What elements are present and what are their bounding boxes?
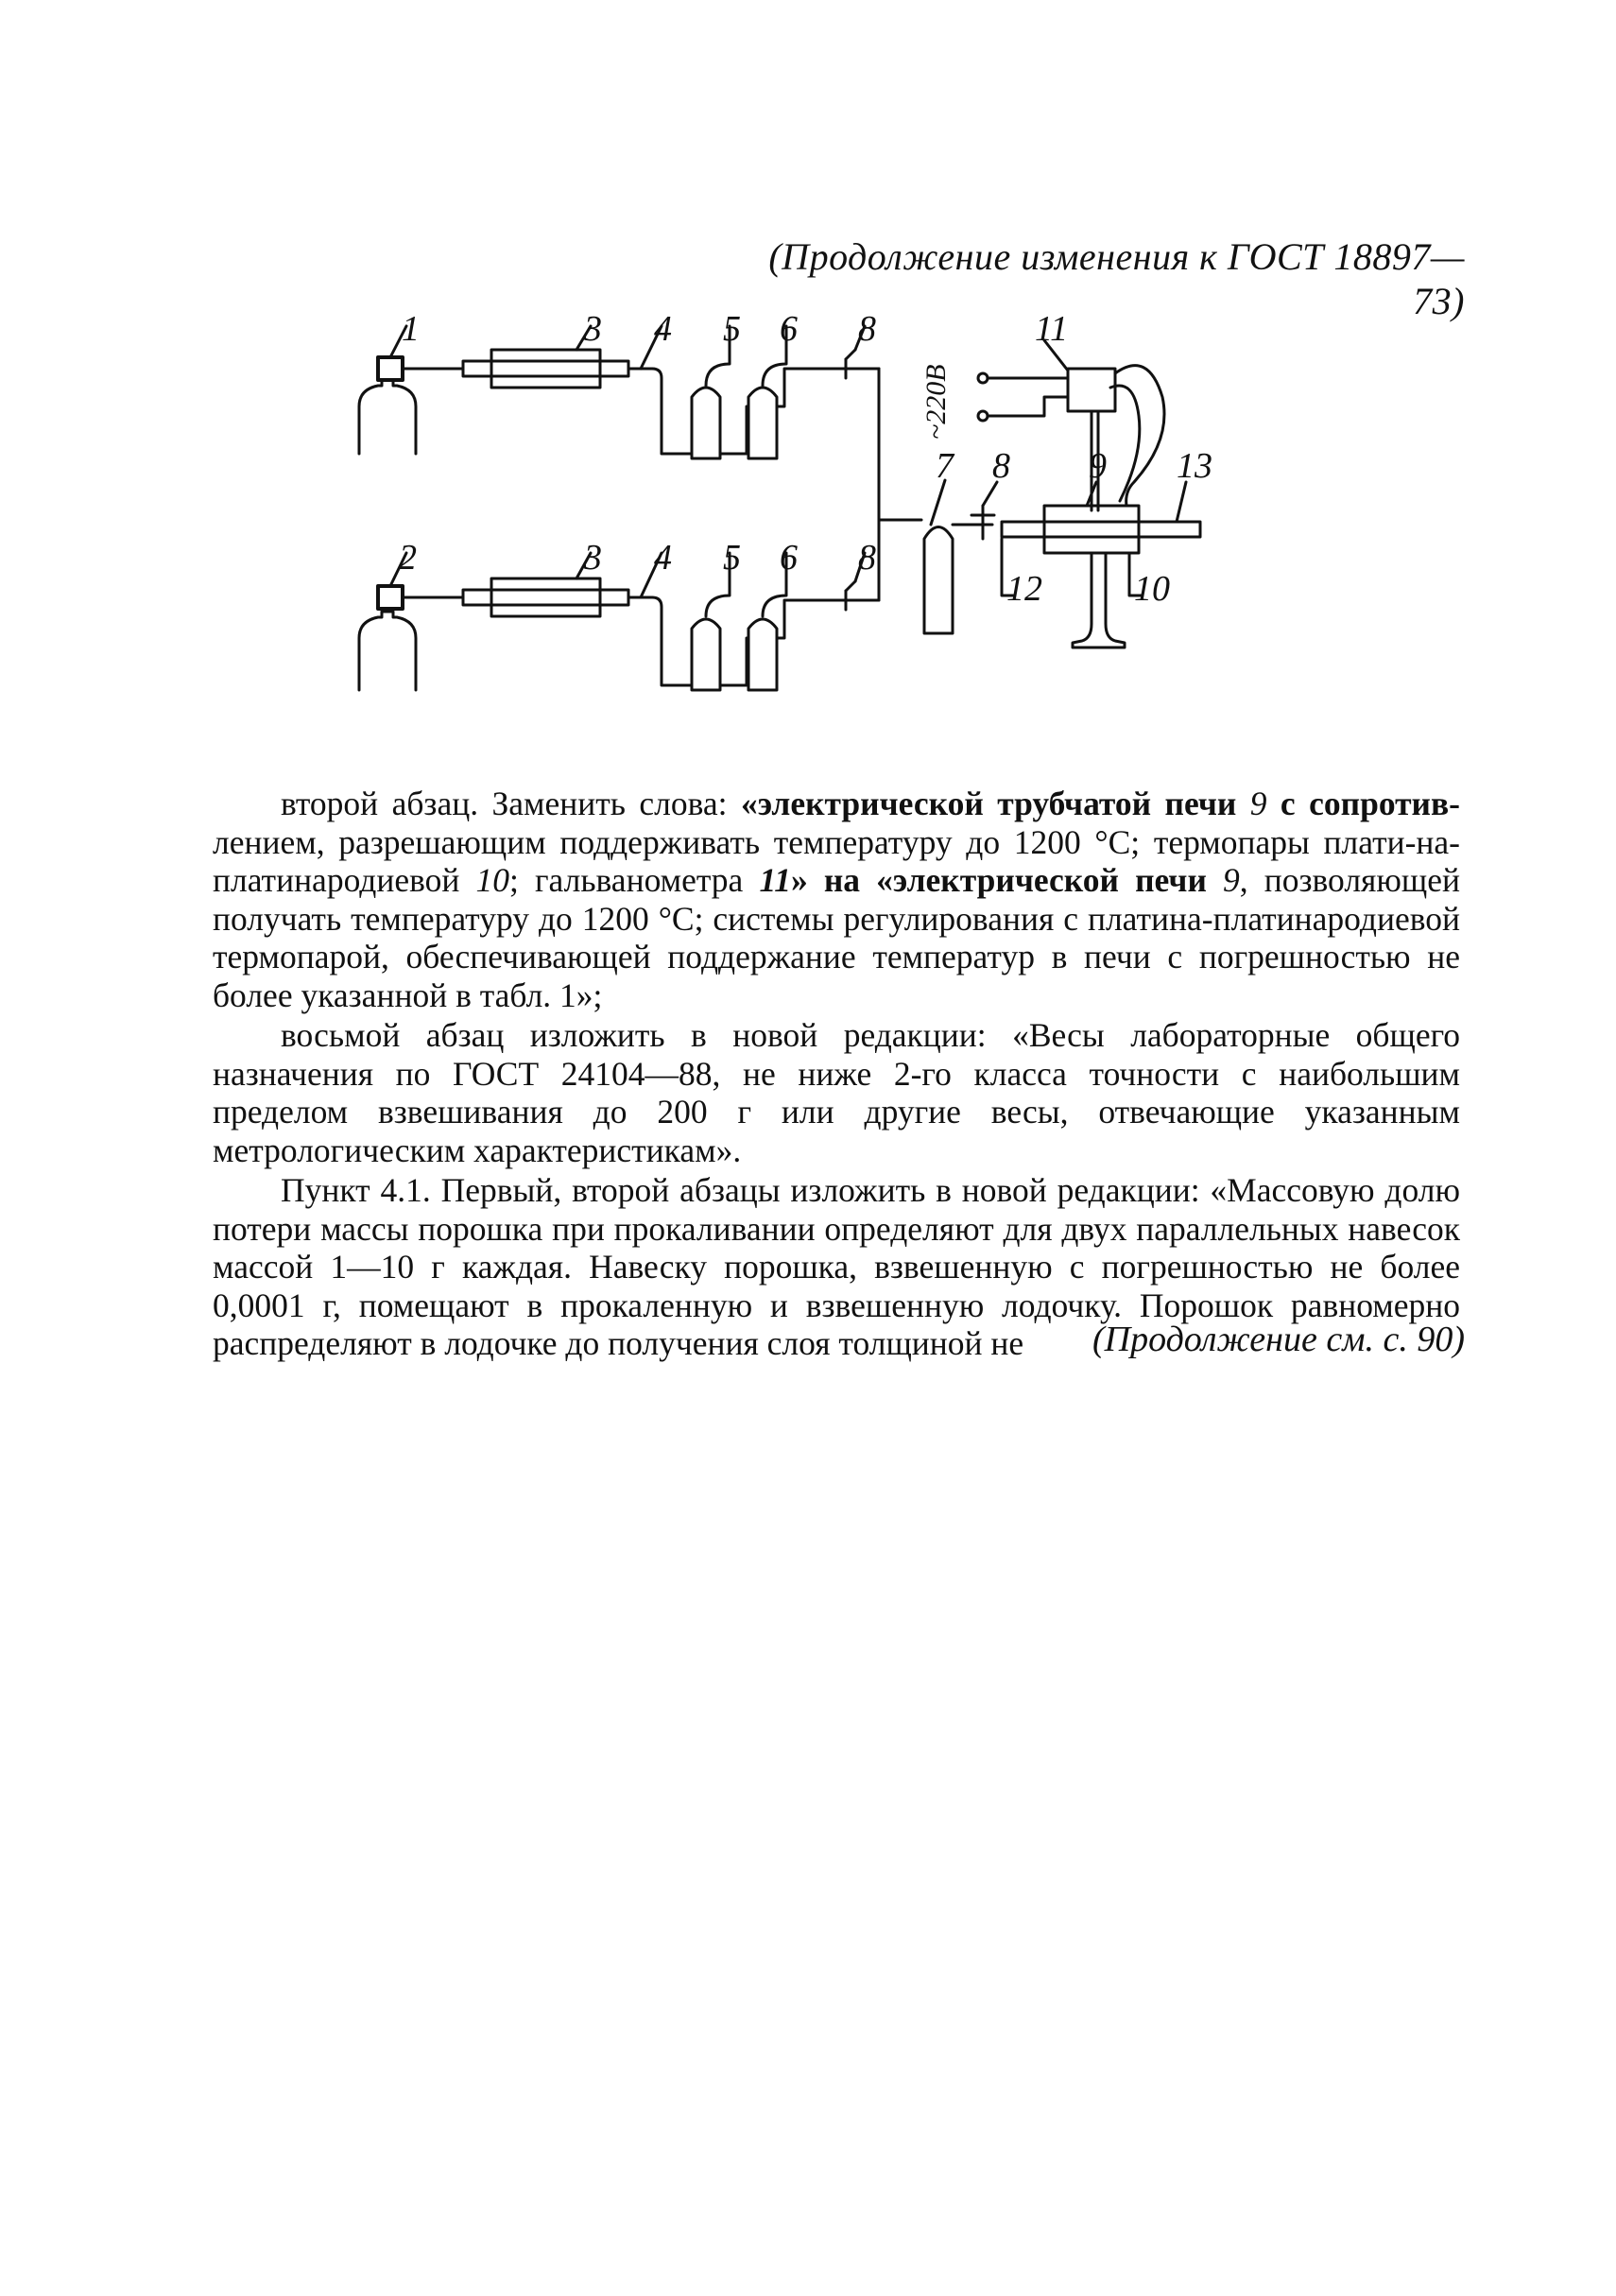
valve-8-mixer [971, 506, 994, 539]
callout-line-7 [931, 480, 945, 525]
p1-text-4: , позволяющей получать температуру до 1200 °С; системы регулирования с платина-платинародиевой термопарой, обеспечивающей поддержание температур в печи с погрешностью не более указанной в табл. 1»; [213, 861, 1460, 1014]
paragraph-punkt-4-1: Пункт 4.1. Первый, второй абзацы изложить в новой редакции: «Массовую долю потери массы порошка при прокаливании определяют для двух параллельных навесок массой 1—10 г каждая. Навеску порошка, взвешенную с погрешностью не более 0,0001 г, помещают в прокаленную и взвешенную лодочку. Порошок равномерно распределяют в лодочке до получения слоя толщиной не [213, 1171, 1460, 1362]
label-9: 9 [1089, 446, 1107, 486]
apparatus-diagram [340, 312, 1266, 766]
valve-2 [378, 586, 403, 609]
label-6-upper: 6 [780, 312, 798, 349]
valve-8-upper [836, 359, 879, 378]
mixer-vessel-7 [924, 527, 953, 634]
p1-bold-2: с сопротив- [1266, 785, 1460, 822]
voltage-label: ~220В [920, 364, 952, 440]
p1-text-2: лением, разрешающим поддерживать температуру до 1200 °С; термопары плати-на-платинародиевой [213, 822, 1460, 899]
body-text [213, 785, 1460, 1365]
p1-bold-1: «электрической трубчатой печи [740, 785, 1250, 822]
p1-ref-10: 10 [475, 861, 509, 899]
label-12: 12 [1006, 569, 1042, 609]
label-8-lower: 8 [858, 538, 876, 578]
p1-bold-3: » на «электрической печи [790, 861, 1224, 899]
furnace-stand [1073, 553, 1125, 647]
regulator-11 [1068, 369, 1115, 411]
page-header: (Продолжение изменения к ГОСТ 18897—73) [768, 235, 1465, 322]
p1-ref-11: 11 [759, 861, 791, 899]
label-8-upper: 8 [858, 312, 876, 349]
label-8-mixer: 8 [992, 446, 1010, 486]
quartz-tube-12 [1002, 522, 1200, 537]
label-5-upper: 5 [723, 312, 741, 349]
upper-gas-line [359, 326, 879, 458]
label-10: 10 [1134, 569, 1170, 609]
valve-1 [378, 357, 403, 380]
gas-cylinder-2 [359, 612, 416, 690]
gas-cylinder-1 [359, 380, 416, 454]
drying-column-6-lower [748, 619, 777, 690]
label-7: 7 [936, 446, 954, 486]
apparatus-schematic [340, 312, 1266, 766]
callout-line-13 [1177, 482, 1186, 522]
label-2: 2 [399, 538, 417, 578]
label-4-lower: 4 [654, 538, 672, 578]
label-11: 11 [1035, 312, 1069, 349]
p1-text-3: ; гальванометра [509, 861, 760, 899]
p1-ref-9: 9 [1249, 785, 1267, 822]
label-6-lower: 6 [780, 538, 798, 578]
heater-3-lower [491, 578, 600, 616]
drying-column-6-upper [748, 388, 777, 458]
tube-3-upper [463, 361, 628, 376]
lower-gas-line [359, 553, 879, 690]
drying-column-5-upper [692, 388, 720, 458]
heater-3-upper [491, 350, 600, 388]
label-5-lower: 5 [723, 538, 741, 578]
label-3-lower: 3 [584, 538, 602, 578]
label-3-upper: 3 [584, 312, 602, 349]
p1-ref-9b: 9 [1223, 861, 1240, 899]
paragraph-second-abzac [213, 785, 1460, 1014]
label-13: 13 [1177, 446, 1212, 486]
paragraph-eighth-abzac: восьмой абзац изложить в новой редакции: «Весы лабораторные общего назначения по ГОСТ 24104—88, не ниже 2-го класса точности с наибольшим пределом взвешивания до 200 г или другие весы, отвечающие указанным метрологическим характеристикам». [213, 1016, 1460, 1169]
p1-text-1: второй абзац. Заменить слова: [281, 785, 741, 822]
furnace-9 [1044, 506, 1139, 553]
drying-column-5-lower [692, 619, 720, 690]
tube-3-lower [463, 590, 628, 605]
label-4-upper: 4 [654, 312, 672, 349]
label-1: 1 [402, 312, 420, 349]
valve-8-lower [836, 591, 855, 610]
page-footer: (Продолжение см. с. 90) [1092, 1320, 1465, 1359]
